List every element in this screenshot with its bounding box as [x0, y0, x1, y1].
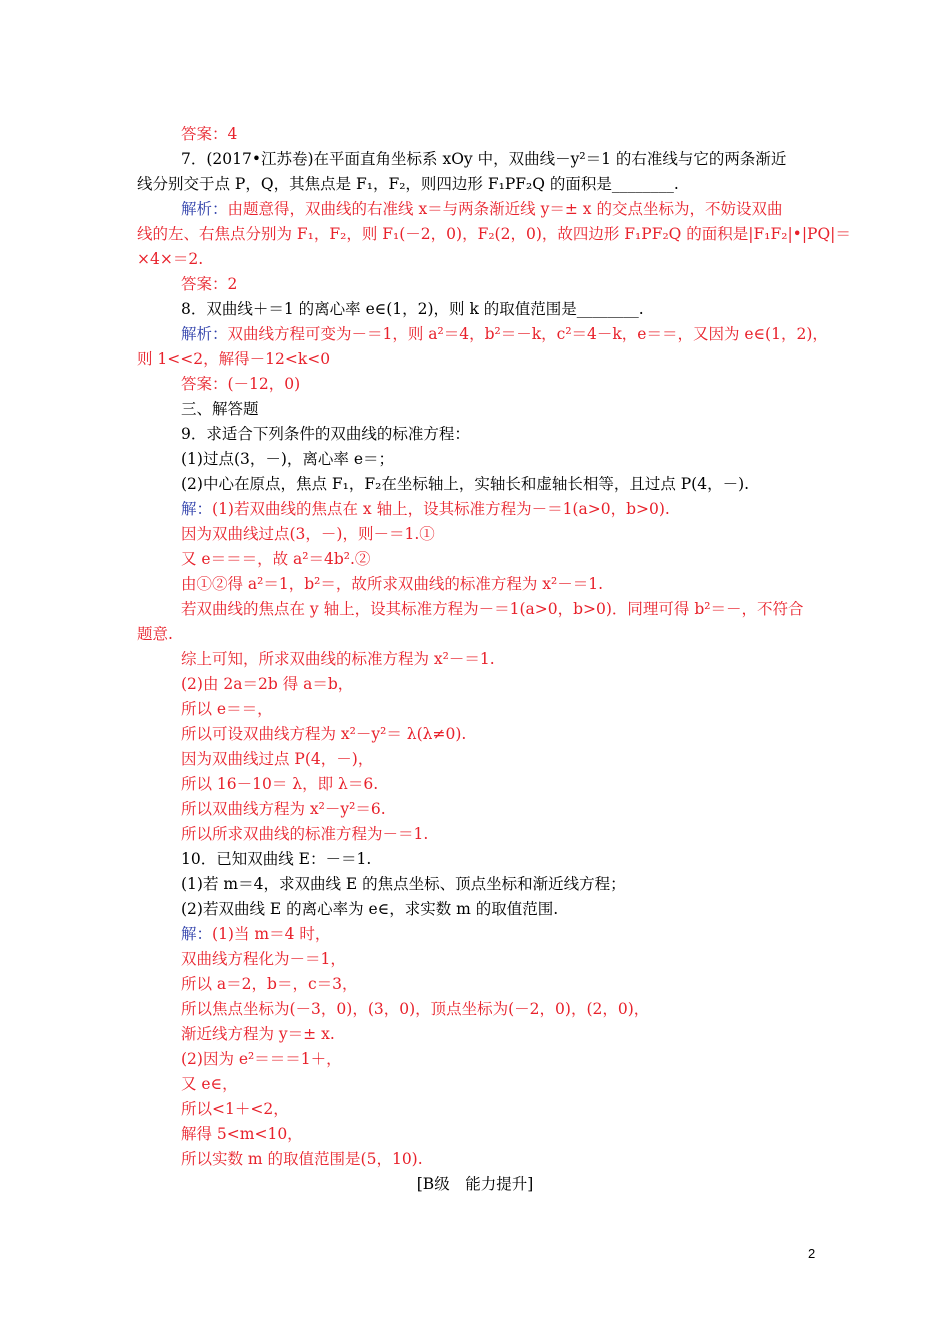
solution-label: 解：	[181, 925, 213, 943]
answer-text: 题意.	[137, 625, 173, 643]
text-line	[181, 447, 394, 471]
text-line	[181, 147, 786, 171]
answer-text: (1)当 m＝4 时，	[212, 925, 331, 943]
text-line	[181, 797, 386, 821]
answer-text: 线的左、右焦点分别为 F₁，F₂，则 F₁(－2，0)，F₂(2，0)，故四边形 F₁PF₂Q 的面积是|F₁F₂|•|PQ|＝	[137, 225, 851, 243]
question-text: (2)若双曲线 E 的离心率为 e∈，求实数 m 的取值范围.	[181, 900, 559, 918]
text-line	[181, 672, 353, 696]
text-line	[137, 247, 203, 271]
question-text: 线分别交于点 P，Q，其焦点是 F₁，F₂，则四边形 F₁PF₂Q 的面积是________.	[137, 175, 679, 193]
answer-text: 若双曲线的焦点在 y 轴上，设其标准方程为－＝1(a>0，b>0)．同理可得 b²＝－，不符合	[181, 600, 804, 618]
answer-text: 答案：4	[181, 125, 238, 143]
answer-text: (1)若双曲线的焦点在 x 轴上，设其标准方程为－＝1(a>0，b>0).	[212, 500, 670, 518]
text-line	[181, 847, 371, 871]
solution-label: 解析：	[181, 325, 228, 343]
text-line	[137, 172, 679, 196]
answer-text: ×4×＝2.	[137, 250, 204, 268]
text-line	[181, 597, 804, 621]
text-line	[181, 1047, 342, 1071]
text-line	[181, 297, 644, 321]
text-line	[181, 272, 237, 296]
text-line	[181, 547, 370, 571]
text-line	[181, 422, 470, 446]
text-line	[181, 1022, 335, 1046]
text-line	[181, 397, 259, 421]
text-line	[181, 1097, 289, 1121]
question-text: (1)过点(3，－)，离心率 e＝；	[181, 450, 395, 468]
answer-text: 因为双曲线过点(3，－)，则－＝1.①	[181, 525, 435, 543]
text-line	[181, 947, 346, 971]
answer-text: 所以所求双曲线的标准方程为－＝1.	[181, 825, 429, 843]
text-line	[181, 647, 495, 671]
text-line	[181, 697, 273, 721]
text-line	[137, 622, 173, 646]
text-line	[181, 572, 603, 596]
answer-text: 所以 a＝2，b＝，c＝3，	[181, 975, 358, 993]
question-text: (2)中心在原点，焦点 F₁，F₂在坐标轴上，实轴长和虚轴长相等，且过点 P(4，－).	[181, 475, 750, 493]
question-text: 9．求适合下列条件的双曲线的标准方程：	[181, 425, 470, 443]
answer-text: 所以实数 m 的取值范围是(5，10).	[181, 1150, 423, 1168]
text-line	[181, 747, 373, 771]
text-line	[137, 222, 851, 246]
text-line	[181, 472, 749, 496]
answer-text: 所以 e＝＝，	[181, 700, 273, 718]
solution-label: 解：	[181, 500, 213, 518]
answer-text: 双曲线方程可变为－＝1，则 a²＝4，b²＝－k，c²＝4－k，e＝＝，又因为 e∈(1，2)，	[227, 325, 828, 343]
text-line	[181, 1122, 303, 1146]
text-line	[181, 997, 649, 1021]
answer-text: 渐近线方程为 y＝± x.	[181, 1025, 335, 1043]
answer-text: 所以双曲线方程为 x²－y²＝6.	[181, 800, 386, 818]
text-line	[181, 322, 828, 346]
answer-text: 又 e∈，	[181, 1075, 238, 1093]
answer-text: (2)因为 e²＝＝＝1＋，	[181, 1050, 342, 1068]
text-line	[181, 722, 466, 746]
answer-text: 所以可设双曲线方程为 x²－y²＝ λ(λ≠0).	[181, 725, 467, 743]
text-line	[181, 522, 435, 546]
text-line	[181, 122, 237, 146]
page-number: 2	[808, 1246, 816, 1261]
text-line	[181, 872, 626, 896]
answer-text: 综上可知，所求双曲线的标准方程为 x²－＝1.	[181, 650, 495, 668]
answer-text: 则 1<<2，解得－12<k<0	[137, 350, 331, 368]
answer-text: 所以 16－10＝ λ，即 λ＝6.	[181, 775, 379, 793]
answer-text: 又 e＝＝＝，故 a²＝4b².②	[181, 550, 371, 568]
text-line	[181, 1072, 238, 1096]
question-text: 7．(2017•江苏卷)在平面直角坐标系 xOy 中，双曲线－y²＝1 的右准线与它的两条渐近	[181, 150, 787, 168]
answer-text: 因为双曲线过点 P(4，－)，	[181, 750, 374, 768]
question-text: 三、解答题	[181, 400, 259, 418]
answer-text: 答案：2	[181, 275, 238, 293]
text-line	[181, 972, 358, 996]
question-text: 8．双曲线＋＝1 的离心率 e∈(1，2)，则 k 的取值范围是________.	[181, 300, 644, 318]
text-line	[181, 497, 670, 521]
answer-text: (2)由 2a＝2b 得 a＝b，	[181, 675, 354, 693]
answer-text: 由题意得，双曲线的右准线 x＝与两条渐近线 y＝± x 的交点坐标为，不妨设双曲	[227, 200, 783, 218]
answer-text: 解得 5<m<10，	[181, 1125, 303, 1143]
text-line	[181, 197, 782, 221]
question-text: (1)若 m＝4，求双曲线 E 的焦点坐标、顶点坐标和渐近线方程；	[181, 875, 626, 893]
text-line	[137, 347, 330, 371]
section-heading: [B级 能力提升]	[416, 1175, 534, 1193]
text-line	[181, 897, 558, 921]
text-line	[181, 822, 428, 846]
answer-text: 答案：(－12，0)	[181, 375, 301, 393]
answer-text: 双曲线方程化为－＝1，	[181, 950, 346, 968]
text-line	[181, 922, 330, 946]
text-line	[181, 1147, 423, 1171]
answer-text: 所以焦点坐标为(－3，0)，(3，0)，顶点坐标为(－2，0)，(2，0)，	[181, 1000, 650, 1018]
text-line	[181, 372, 300, 396]
solution-label: 解析：	[181, 200, 228, 218]
question-text: 10．已知双曲线 E：－＝1.	[181, 850, 372, 868]
text-line	[181, 772, 378, 796]
answer-text: 由①②得 a²＝1，b²＝，故所求双曲线的标准方程为 x²－＝1.	[181, 575, 604, 593]
answer-text: 所以<1＋<2，	[181, 1100, 289, 1118]
